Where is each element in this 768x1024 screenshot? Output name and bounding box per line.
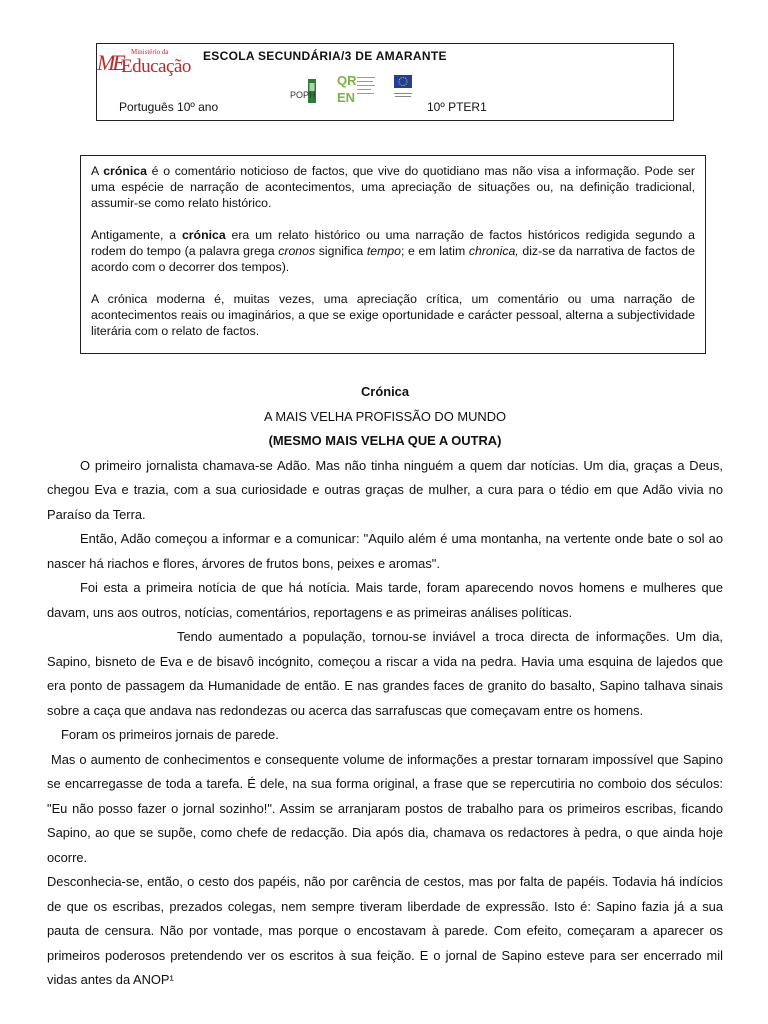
definition-paragraph-2: Antigamente, a crónica era um relato histórico ou uma narração de factos históricos redigida segundo a rodem do tempo (a palavra grega cronos significa tempo; e em latim chronica, diz-se da narrativa de factos de acordo com o decorrer dos tempos). bbox=[91, 228, 695, 274]
document-header bbox=[96, 43, 674, 121]
article-paragraph: Tendo aumentado a população, tornou-se inviável a troca directa de informações. Um dia, Sapino, bisneto de Eva e de bisavô incógnito, começou a riscar a vida na pedra. Havia uma esquina de lajedos que era ponto de passagem da Humanidade de então. E nas grandes faces de granito do basalto, Sapino talhava sinais sobre a caça que andava nas redondezas ou acerca das sarrafuscas que começavam entre os homens. bbox=[47, 629, 723, 718]
cronica-term: crónica bbox=[103, 164, 147, 178]
cronica-article bbox=[47, 380, 723, 993]
school-name: ESCOLA SECUNDÁRIA/3 DE AMARANTE bbox=[203, 49, 447, 63]
article-title: A MAIS VELHA PROFISSÃO DO MUNDO bbox=[263, 408, 507, 424]
qren-logo bbox=[337, 72, 377, 110]
svg-text:EN: EN bbox=[337, 90, 356, 105]
article-genre: Crónica bbox=[361, 384, 409, 399]
class-code: 10º PTER1 bbox=[427, 100, 487, 114]
ministerio-educacao-logo bbox=[97, 46, 191, 80]
poph-logo-text: POPH bbox=[290, 90, 316, 100]
eu-flag-logo bbox=[393, 74, 413, 104]
article-paragraph: Foram os primeiros jornais de parede. bbox=[61, 727, 279, 742]
article-paragraph: Mas o aumento de conhecimentos e consequente volume de informações a prestar tornaram impossível que Sapino se encarregasse de toda a tarefa. É dele, na sua forma original, a frase que se repercutiria no comboio dos séculos: "Eu não posso fazer o jornal sozinho!". Assim se arranjaram postos de trabalho para os primeiros escribas, ficando Sapino, ao que se supõe, como chefe de redacção. Dia após dia, chamava os redactores à pedra, o que ainda hoje ocorre. bbox=[47, 751, 723, 865]
article-paragraph: Desconhecia-se, então, o cesto dos papéis, não por carência de cestos, mas por falta de papéis. Todavia há indícios de que os escribas, prezados colegas, nem sempre tiveram liberdade de expressão. Isto é: Sapino fazia já a sua pauta de censura. Não por vontade, mas porque o encostavam à parede. Com efeito, começaram a aparecer os primeiros poderosos pretendendo ver os escritos à sua feição. E o jornal de Sapino esteve para ser encerrado mil vidas antes da ANOP¹ bbox=[47, 874, 723, 987]
article-subtitle: (MESMO MAIS VELHA QUE A OUTRA) bbox=[268, 433, 502, 448]
definition-paragraph-3: A crónica moderna é, muitas vezes, uma apreciação crítica, um comentário ou uma narração de acontecimentos reais ou imaginários, a que se exige oportunidade e carácter pessoal, alterna a subjectividade literária com o relato de factos. bbox=[91, 292, 695, 338]
svg-text:QR: QR bbox=[337, 73, 357, 88]
subject-label: Português 10º ano bbox=[119, 100, 219, 114]
cronica-term: crónica bbox=[181, 228, 226, 242]
poph-logo bbox=[290, 77, 326, 105]
logo-top-text: Ministério da bbox=[131, 48, 169, 56]
logo-main-text: Educação bbox=[121, 56, 191, 77]
article-paragraph: Então, Adão começou a informar e a comunicar: "Aquilo além é uma montanha, na vertente onde bate o sol ao nascer há riachos e flores, árvores de frutos bons, peixes e aromas". bbox=[47, 531, 723, 571]
article-paragraph: Foi esta a primeira notícia de que há notícia. Mais tarde, foram aparecendo novos homens e mulheres que davam, uns aos outros, notícias, comentários, reportagens e as primeiras análises políticas. bbox=[47, 580, 723, 620]
cronica-definition-box bbox=[80, 155, 706, 354]
me-logo-mark: ME bbox=[97, 50, 123, 75]
definition-paragraph-1: A crónica é o comentário noticioso de factos, que vive do quotidiano mas não visa a informação. Pode ser uma espécie de narração de acontecimentos, uma apreciação de situações ou, na definição tradicional, assumir-se como relato histórico. bbox=[91, 164, 695, 210]
article-paragraph: O primeiro jornalista chamava-se Adão. Mas não tinha ninguém a quem dar notícias. Um dia, graças a Deus, chegou Eva e trazia, com a sua curiosidade e outras graças de mulher, a cura para o tédio em que Adão vivia no Paraíso da Terra. bbox=[47, 457, 723, 522]
